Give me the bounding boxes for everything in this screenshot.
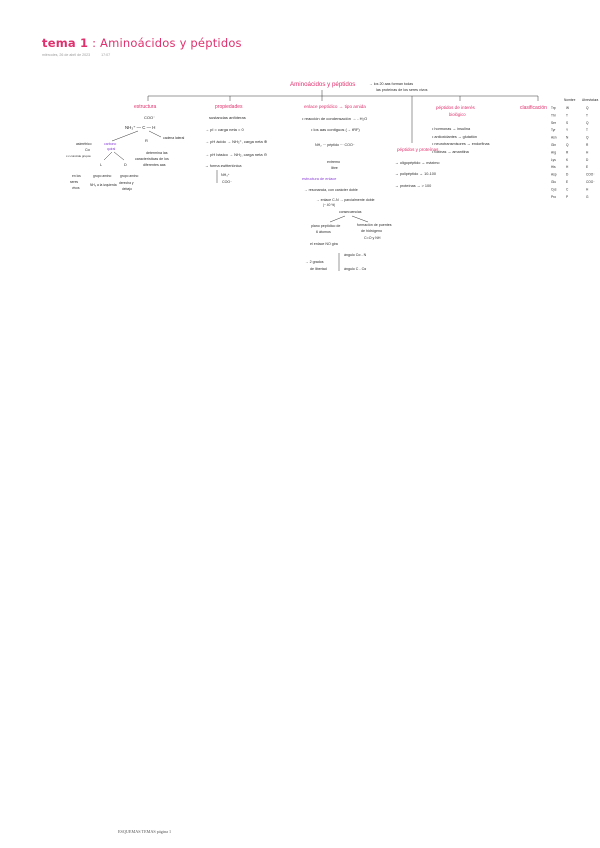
clasificacion-heading: clasificación	[520, 105, 547, 111]
clasificacion-cell: H	[566, 165, 569, 170]
enlace-10: consecuencias	[339, 210, 362, 214]
estructura-quiral: quiral	[107, 147, 116, 151]
clasificacion-cell: Pro	[551, 194, 556, 199]
title-number: tema 1	[42, 36, 89, 50]
clasificacion-cell: Cys	[551, 187, 557, 192]
clasificacion-cell: H	[586, 187, 589, 192]
r-determina: determina las	[146, 151, 168, 155]
enlace-19: ángulo Cα - N	[344, 253, 367, 257]
enlace-12: 6 átomos	[316, 230, 331, 234]
clasificacion-cell: Q	[586, 135, 589, 140]
clasificacion-table	[551, 106, 595, 199]
enlace-9: (~ 40 %)	[323, 203, 336, 207]
clasificacion-cell: Ser	[551, 120, 556, 125]
clasificacion-cell: S	[566, 120, 569, 125]
estructura-cinco: c.c.coincide grupos	[66, 154, 91, 158]
clasificacion-cell: Arg	[551, 150, 556, 155]
prop-1: sustancias anfóteras	[209, 115, 246, 120]
root-node: Aminoácidos y péptidos	[290, 81, 356, 88]
enlace-4: extremo	[327, 160, 340, 164]
prop-4: → pH básico → NH₂, carga neta ⊖	[205, 152, 268, 157]
clasificacion-cell: Asp	[551, 172, 557, 177]
clasificacion-cell: N	[566, 135, 569, 140]
enlace-14: formación de puentes	[357, 223, 392, 227]
clasificacion-cell: Thr	[551, 113, 556, 118]
enlace-7: → resonancia, con carácter doble	[304, 188, 358, 192]
enlace-heading: enlace peptídico → tipo amida	[304, 104, 366, 109]
clasificacion-cell: W	[566, 106, 570, 110]
enlace-5: libre	[331, 166, 338, 170]
funcion-3: • neurotransmisores → endorfinas	[432, 142, 490, 146]
funcion-heading: péptidos de interés	[436, 105, 475, 110]
page-date: miércoles, 26 de abril de 2023	[42, 53, 91, 57]
clasificacion-cell: Q	[566, 143, 569, 147]
l-branch	[104, 152, 112, 160]
clasificacion-cell: T	[586, 113, 588, 118]
isomer-d: D	[124, 163, 127, 167]
estructura-asim: asimétrico	[76, 142, 92, 146]
peptidos-heading: péptidos y proteínas	[397, 147, 439, 152]
enlace-11: plano peptídico de	[311, 224, 341, 228]
l-en-los: en los	[72, 174, 81, 178]
clasificacion-cell: R	[586, 143, 589, 147]
enlace-3: NH₂ ··· péptido ··· COO⁻	[315, 143, 355, 147]
quiral-arrow	[112, 131, 138, 141]
prop-2: → pI = carga neta = 0	[205, 127, 244, 132]
clasificacion-cell: T	[586, 128, 588, 133]
estructura-calpha: Cα	[85, 148, 90, 152]
clasificacion-cell: Asn	[551, 135, 557, 140]
funcion-sub: biológico	[449, 112, 466, 117]
clasificacion-cell: D	[566, 172, 569, 177]
clasificacion-cell: R	[566, 150, 569, 155]
cadena-arrow	[149, 131, 161, 137]
consec-right	[352, 216, 368, 222]
funcion-2: • antioxidantes → glutatión	[432, 135, 478, 139]
clasificacion-cell: Q	[586, 106, 589, 110]
d-abajo: debajo	[122, 187, 132, 191]
consec-left	[330, 216, 345, 222]
l-seres: seres	[70, 180, 79, 184]
propiedades-heading: propiedades	[215, 104, 243, 110]
d-derecha: derecha y	[119, 181, 134, 185]
r-caract: características de los	[135, 157, 169, 161]
estructura-carbono: carbono	[104, 142, 117, 146]
clasificacion-cell: Lys	[551, 157, 556, 162]
enlace-15: de hidrógeno	[361, 229, 382, 233]
enlace-13: el enlace NO gira	[310, 242, 338, 246]
peptidos-2: → polipéptido → 10-100	[395, 172, 436, 176]
clasificacion-cell: H	[586, 150, 589, 155]
clasif-col-b: Abreviatura	[582, 98, 599, 102]
peptidos-1: → oligopéptido → máximo	[395, 161, 440, 165]
enlace-6: estructura de enlace	[302, 177, 337, 181]
clasificacion-cell: Y	[566, 128, 569, 133]
clasificacion-cell: His	[551, 165, 556, 170]
clasificacion-cell: Tyr	[551, 128, 556, 133]
clasif-col-a: Nombre	[564, 98, 576, 102]
funcion-4: • toxinas → amanitina	[432, 150, 469, 154]
enlace-17: → 2 grados	[305, 260, 324, 264]
l-vivos: vivos	[72, 186, 80, 190]
root-note-2: las proteínas de los seres vivos	[376, 88, 428, 92]
estructura-cadena: cadena lateral	[163, 136, 185, 140]
d-grupo-amino: grupo amino	[120, 174, 139, 178]
estructura-heading: estructura	[134, 104, 157, 110]
clasificacion-cell: D	[586, 157, 589, 162]
enlace-2: • los aas contiguos (→ tRF)	[311, 127, 360, 132]
clasificacion-cell: Glu	[551, 180, 556, 184]
clasificacion-cell: COO⁻	[586, 172, 595, 177]
prop-7: COO⁻	[222, 180, 233, 184]
enlace-8: → enlace C-N → parcialmente doble	[316, 198, 375, 202]
enlace-1: • reacción de condensación → - H₂O	[302, 116, 368, 121]
estructura-central: NH₃⁺ — C — H	[125, 125, 156, 130]
prop-3: → pH ácido → NH₃⁺, carga neta ⊕	[205, 139, 268, 144]
enlace-18: de libertad	[310, 267, 327, 271]
l-nh3-izq: NH₃ a la izquierda	[90, 183, 117, 187]
clasificacion-cell: Trp	[551, 106, 556, 110]
page-time: 17:07	[101, 53, 111, 57]
clasificacion-cell: T	[566, 113, 568, 118]
enlace-20: ángulo C - Cα	[344, 267, 367, 271]
clasificacion-cell: Q	[586, 120, 589, 125]
clasificacion-cell: C	[566, 187, 569, 192]
estructura-coo: COO⁻	[144, 115, 156, 120]
d-branch	[114, 152, 124, 160]
funcion-1: • hormonas → insulina	[432, 127, 471, 131]
title-text: : Aminoácidos y péptidos	[92, 36, 242, 50]
clasificacion-cell: E	[586, 165, 589, 170]
root-note-1: → los 20 aas forman todas	[369, 82, 414, 86]
r-diferentes: diferentes aas	[143, 163, 166, 167]
page-footer: ESQUEMAS TEMAS página 1	[118, 829, 172, 834]
peptidos-3: → proteínas → > 100	[395, 184, 432, 188]
isomer-l: L	[100, 163, 103, 167]
clasificacion-cell: G	[586, 194, 589, 199]
l-grupo-amino: grupo amino	[93, 174, 112, 178]
clasificacion-cell: E	[566, 180, 569, 184]
prop-5: → forma zwitteriónica	[205, 164, 242, 168]
clasificacion-cell: Gln	[551, 143, 556, 147]
clasificacion-cell: P	[566, 194, 569, 199]
enlace-16: C=O y NH	[364, 236, 381, 240]
clasificacion-cell: COO⁻	[586, 180, 595, 184]
estructura-r: R	[145, 138, 148, 143]
clasificacion-cell: K	[566, 157, 569, 162]
prop-6: NH₃⁺	[221, 173, 230, 177]
